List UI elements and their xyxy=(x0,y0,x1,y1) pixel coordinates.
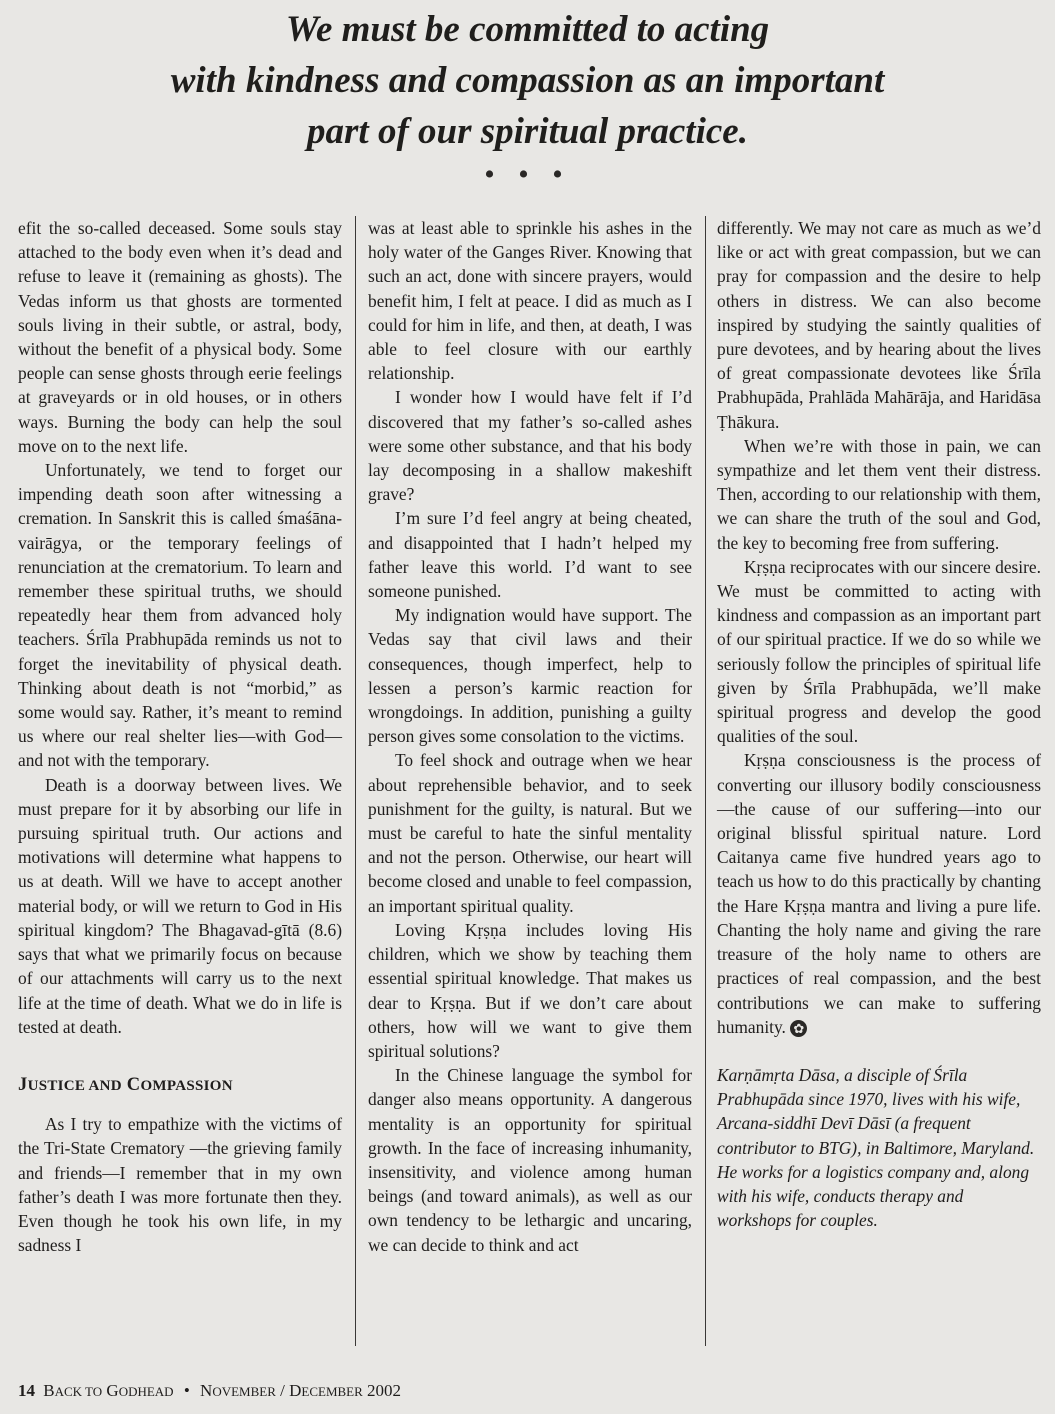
date-part-ovember: OVEMBER xyxy=(212,1384,276,1399)
paragraph: I’m sure I’d feel angry at being cheated, and disappointed that I hadn’t helped my father leave this world. I’d want to see someone punished. xyxy=(368,508,692,602)
pull-quote-line-2: with kindness and compassion as an important xyxy=(170,60,885,101)
column-3 xyxy=(717,216,1041,1232)
paragraph: I wonder how I would have felt if I’d discovered that my father’s so-called ashes were some other substance, and that his body lay decomposing in a shallow makeshift grave? xyxy=(368,387,692,505)
heading-part-ustice: USTICE AND xyxy=(27,1077,122,1094)
paragraph: When we’re with those in pain, we can sympathize and let them vent their distress. Then, according to our relationship with them, we can share the truth of the soul and God, the key to becoming free from suffering. xyxy=(717,435,1041,553)
mag-initial-g: G xyxy=(106,1381,119,1400)
column-1 xyxy=(18,216,342,1257)
date-initial-d: D xyxy=(289,1381,302,1400)
pull-quote xyxy=(60,4,995,157)
paragraph: As I try to empathize with the victims of the Tri-State Crematory —the grieving family and friends—I remember that in my own father’s death I was more fortunate then they. Even though he took his own life, in my sadness I xyxy=(18,1114,342,1256)
footer-bullet: • xyxy=(183,1381,190,1400)
magazine-title xyxy=(43,1381,173,1400)
heading-initial-j: J xyxy=(18,1074,28,1095)
paragraph: Unfortunately, we tend to forget our impending death soon after witnessing a cremation. In Sanskrit this is called śmaśāna-vairāgya, or the temporary feelings of renunciation at the crematorium. To learn and remember these spiritual truths, we should repeatedly hear them from advanced holy teachers. Śrīla Prabhupāda reminds us not to forget the inevitability of physical death. Thinking about death is not “morbid,” as some would say. Rather, it’s meant to remind us where our real shelter lies—with God—and not with the temporary. xyxy=(18,460,342,771)
heading-part-ompassion: OMPASSION xyxy=(140,1077,233,1094)
paragraph: To feel shock and outrage when we hear about reprehensible behavior, and to seek punishment for the guilty, is natural. But we must be careful to hate the sinful mentality and not the person. Otherwise, our heart will become closed and unable to feel compassion, an important spiritual quality. xyxy=(368,750,692,916)
paragraph: My indignation would have support. The Vedas say that civil laws and their consequences, though imperfect, help to lessen a person’s karmic reaction for wrongdoings. In addition, punishing a guilty person gives some consolation to the victims. xyxy=(368,605,692,747)
paragraph: Death is a doorway between lives. We must prepare for it by absorbing our life in pursuing spiritual truth. Our actions and motivations will determine what happens to us at death. Will we have to accept another material body, or will we return to God in His spiritual kingdom? The Bhagavad-gītā (8.6) says that what we primarily focus on because of our attachments will carry us to the next life at the time of death. What we do in life is tested at death. xyxy=(18,774,342,1037)
page-number: 14 xyxy=(18,1381,35,1400)
pull-quote-line-1: We must be committed to acting xyxy=(285,9,770,50)
column-rule-2 xyxy=(705,216,706,1346)
heading-initial-c: C xyxy=(126,1074,141,1095)
paragraph: In the Chinese language the symbol for danger also means opportunity. A dangerous mentality is an opportunity for spiritual growth. In the face of increasing inhumanity, insensitivity, and violence among human beings (and toward animals), as well as our own tendency to be lethargic and uncaring, we can decide to think and act xyxy=(368,1065,692,1255)
author-bio: Karṇāmṛta Dāsa, a disciple of Śrīla Prabhupāda since 1970, lives with his wife, Arcana-siddhī Devī Dāsī (a frequent contributor to BTG), in Baltimore, Maryland. He works for a logistics company and, along with his wife, conducts therapy and workshops for couples. xyxy=(717,1064,1035,1231)
paragraph: efit the so-called deceased. Some souls stay attached to the body even when it’s dead and refuse to leave it (remaining as ghosts). The Vedas inform us that ghosts are tormented souls living in their subtle, or astral, body, without the benefit of a physical body. Some people can sense ghosts through eerie feelings at graveyards or in old houses, or in others ways. Burning the body can help the soul move on to the next life. xyxy=(18,218,342,456)
date-slash: / xyxy=(280,1381,285,1400)
date-initial-n: N xyxy=(200,1381,213,1400)
column-2 xyxy=(368,216,692,1257)
ornament-dots: • • • xyxy=(484,158,571,191)
mag-initial-b: B xyxy=(43,1381,55,1400)
paragraph-text: Kṛṣṇa consciousness is the process of converting our illusory bodily consciousness—the cause of our suffering—into our original blissful spiritual nature. Lord Caitanya came five hundred years ago to teach us how to do this practically by chanting the Hare Kṛṣṇa mantra and living a pure life. Chanting the holy name and giving the rare treasure of the holy name to others are practices of real compassion, and the best contributions we can make to suffering humanity. xyxy=(717,750,1041,1037)
section-heading xyxy=(18,1073,342,1098)
issue-year: 2002 xyxy=(367,1381,402,1400)
pull-quote-line-3: part of our spiritual practice. xyxy=(307,111,748,152)
paragraph: differently. We may not care as much as we’d like or act with great compassion, but we can pray for compassion and the desire to help others in distress. We can also become inspired by studying the saintly qualities of pure devotees, and by hearing about the lives of great compassionate devotees like Śrīla Prabhupāda, Prahlāda Mahārāja, and Haridāsa Ṭhākura. xyxy=(717,218,1041,432)
page-footer xyxy=(18,1381,401,1401)
paragraph: Loving Kṛṣṇa includes loving His children, which we show by teaching them essential spiritual knowledge. That makes us dear to Kṛṣṇa. But if we don’t care about others, how will we want to give them spiritual solutions? xyxy=(368,919,692,1061)
end-mark-icon: ✿ xyxy=(790,1020,807,1037)
paragraph: Kṛṣṇa reciprocates with our sincere desire. We must be committed to acting with kindness and compassion as an important part of our spiritual practice. If we do so while we seriously follow the principles of spiritual life given by Śrīla Prabhupāda, we’ll make spiritual progress and develop the good qualities of the soul. xyxy=(717,556,1041,747)
date-part-ecember: ECEMBER xyxy=(301,1384,363,1399)
mag-part-odhead: ODHEAD xyxy=(118,1384,174,1399)
issue-date xyxy=(200,1381,401,1400)
paragraph: was at least able to sprinkle his ashes in the holy water of the Ganges River. Knowing that such an act, done with sincere prayers, would benefit him, I felt at peace. I did as much as I could for him in life, and then, at death, I was able to feel closure with our earthly relationship. xyxy=(368,218,692,384)
paragraph-final xyxy=(717,748,1041,1038)
mag-part-ack-to: ACK TO xyxy=(54,1384,103,1399)
column-rule-1 xyxy=(355,216,356,1346)
